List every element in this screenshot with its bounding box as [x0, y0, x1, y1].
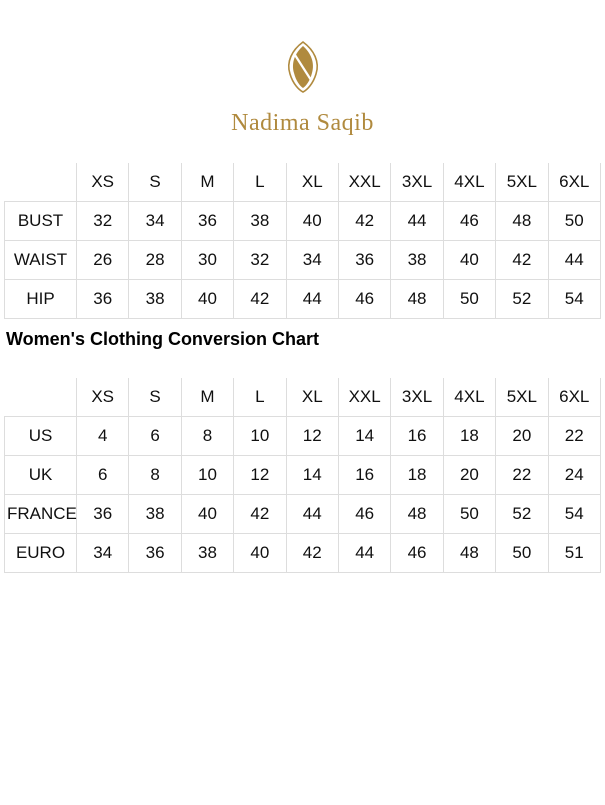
table-cell: 12: [234, 456, 286, 495]
table-cell: 32: [77, 202, 129, 241]
table-row: [5, 534, 601, 573]
table-cell: 48: [443, 534, 495, 573]
column-header: XS: [77, 163, 129, 202]
column-header: XXL: [338, 163, 390, 202]
table-cell: 52: [496, 495, 548, 534]
conversion-table: [4, 378, 601, 573]
brand-name: Nadima Saqib: [231, 110, 374, 136]
table-cell: 44: [391, 202, 443, 241]
table-cell: 44: [286, 280, 338, 319]
table-header-row: [5, 163, 601, 202]
table-cell: 8: [129, 456, 181, 495]
table-cell: 54: [548, 495, 600, 534]
body-measurement-table: [4, 163, 601, 319]
table-row: [5, 202, 601, 241]
column-header: 3XL: [391, 378, 443, 417]
table-row: [5, 456, 601, 495]
table-row: [5, 495, 601, 534]
conversion-table-wrap: [0, 378, 605, 573]
table-cell: 42: [338, 202, 390, 241]
table-cell: 20: [496, 417, 548, 456]
column-header: 4XL: [443, 163, 495, 202]
column-header: S: [129, 163, 181, 202]
table-cell: 36: [338, 241, 390, 280]
table-cell: 42: [234, 495, 286, 534]
table-cell: 40: [234, 534, 286, 573]
table-cell: 44: [548, 241, 600, 280]
table-cell: 48: [391, 495, 443, 534]
row-label: US: [5, 417, 77, 456]
table-cell: 42: [234, 280, 286, 319]
table-cell: 14: [286, 456, 338, 495]
table-row: [5, 417, 601, 456]
table-cell: 12: [286, 417, 338, 456]
column-header: 5XL: [496, 378, 548, 417]
table-cell: 34: [129, 202, 181, 241]
table-cell: 30: [181, 241, 233, 280]
column-header: XXL: [338, 378, 390, 417]
table-cell: 40: [181, 495, 233, 534]
column-header: L: [234, 163, 286, 202]
table-cell: 50: [443, 495, 495, 534]
row-label: HIP: [5, 280, 77, 319]
table-cell: 10: [234, 417, 286, 456]
table-cell: 10: [181, 456, 233, 495]
row-label: BUST: [5, 202, 77, 241]
table-cell: 42: [496, 241, 548, 280]
table-cell: 6: [77, 456, 129, 495]
column-header: XS: [77, 378, 129, 417]
body-measurement-table-wrap: [0, 163, 605, 319]
table-cell: 38: [234, 202, 286, 241]
column-header: 4XL: [443, 378, 495, 417]
table-cell: 48: [391, 280, 443, 319]
brand-header: [0, 0, 605, 137]
table-cell: 8: [181, 417, 233, 456]
table-cell: 38: [181, 534, 233, 573]
table-cell: 16: [391, 417, 443, 456]
table-cell: 36: [129, 534, 181, 573]
column-header: L: [234, 378, 286, 417]
table-cell: 38: [391, 241, 443, 280]
table-cell: 42: [286, 534, 338, 573]
column-header: 6XL: [548, 378, 600, 417]
table-cell: 52: [496, 280, 548, 319]
table-cell: 46: [338, 280, 390, 319]
table-cell: 44: [286, 495, 338, 534]
table-cell: 40: [181, 280, 233, 319]
table-cell: 38: [129, 495, 181, 534]
table-cell: 36: [77, 280, 129, 319]
row-label: FRANCE: [5, 495, 77, 534]
column-header: 3XL: [391, 163, 443, 202]
column-header: M: [181, 378, 233, 417]
table-cell: 46: [443, 202, 495, 241]
row-label: WAIST: [5, 241, 77, 280]
table-cell: 46: [391, 534, 443, 573]
table-cell: 18: [443, 417, 495, 456]
row-label: UK: [5, 456, 77, 495]
table-cell: 28: [129, 241, 181, 280]
table-row: [5, 241, 601, 280]
table-cell: 51: [548, 534, 600, 573]
table-cell: 48: [496, 202, 548, 241]
table-cell: 14: [338, 417, 390, 456]
table-cell: 38: [129, 280, 181, 319]
section-title: Women's Clothing Conversion Chart: [6, 329, 319, 349]
table-corner-cell: [5, 163, 77, 202]
table-cell: 46: [338, 495, 390, 534]
table-cell: 50: [496, 534, 548, 573]
table-cell: 16: [338, 456, 390, 495]
table-cell: 22: [496, 456, 548, 495]
table-cell: 36: [181, 202, 233, 241]
leaf-monogram-icon: [280, 40, 326, 94]
table-cell: 34: [77, 534, 129, 573]
table-cell: 50: [548, 202, 600, 241]
table-cell: 36: [77, 495, 129, 534]
table-row: [5, 280, 601, 319]
table-cell: 24: [548, 456, 600, 495]
column-header: M: [181, 163, 233, 202]
table-cell: 44: [338, 534, 390, 573]
column-header: XL: [286, 163, 338, 202]
column-header: XL: [286, 378, 338, 417]
table-cell: 40: [286, 202, 338, 241]
table-cell: 6: [129, 417, 181, 456]
table-cell: 20: [443, 456, 495, 495]
table-corner-cell: [5, 378, 77, 417]
table-cell: 34: [286, 241, 338, 280]
column-header: 5XL: [496, 163, 548, 202]
table-cell: 26: [77, 241, 129, 280]
table-cell: 22: [548, 417, 600, 456]
column-header: 6XL: [548, 163, 600, 202]
table-cell: 50: [443, 280, 495, 319]
row-label: EURO: [5, 534, 77, 573]
table-header-row: [5, 378, 601, 417]
table-cell: 40: [443, 241, 495, 280]
table-cell: 54: [548, 280, 600, 319]
column-header: S: [129, 378, 181, 417]
table-cell: 4: [77, 417, 129, 456]
table-cell: 18: [391, 456, 443, 495]
table-cell: 32: [234, 241, 286, 280]
